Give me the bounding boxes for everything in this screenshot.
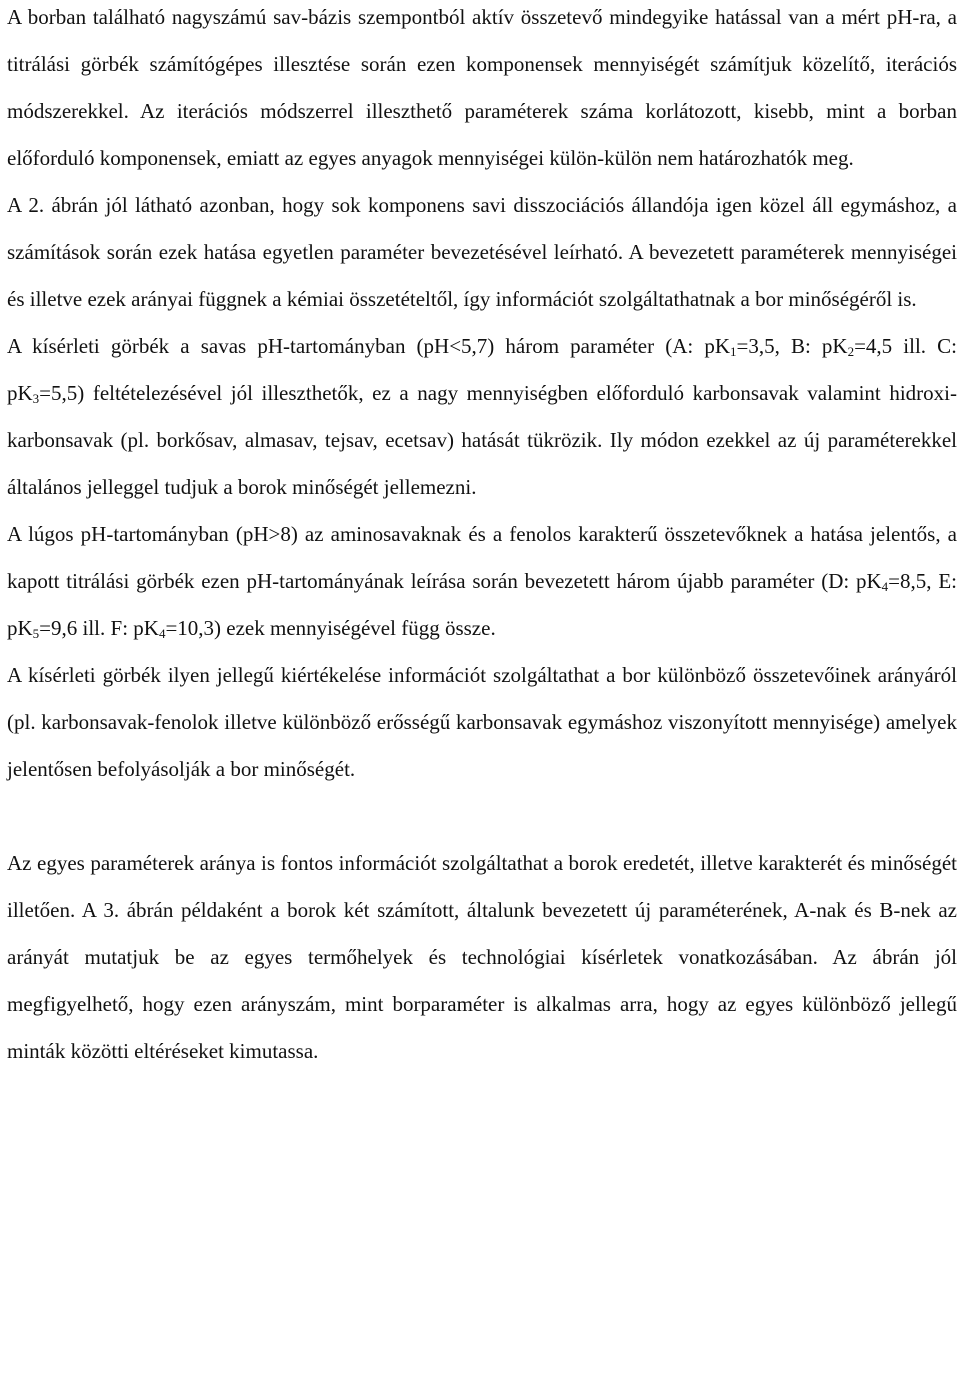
paragraph-4-text-c: =9,6 ill. F: pK (39, 616, 159, 640)
subscript-5: 5 (32, 626, 40, 641)
paragraph-2: A 2. ábrán jól látható azonban, hogy sok komponens savi disszociációs állandója igen közel áll egymáshoz, a számítások során ezek hatása egyetlen paraméter bevezetésével leírható. A bevezetett paraméterek mennyiségei és illetve ezek arányai függnek a kémiai összetételtől, így információt szolgáltathatnak a bor minőségéről is. (7, 193, 957, 311)
subscript-3: 3 (32, 391, 40, 406)
paragraph-4 (7, 511, 957, 652)
paragraph-3-text-a: A kísérleti görbék a savas pH-tartományban (pH<5,7) három paraméter (A: pK (7, 334, 730, 358)
paragraph-4-text-a: A lúgos pH-tartományban (pH>8) az aminosavaknak és a fenolos karakterű összetevőknek a hatása jelentős, a kapott titrálási görbék ezen pH-tartományának leírása során bevezetett három újabb paraméter (D: pK (7, 522, 957, 593)
paragraph-3-text-c: =4,5 ill. C: pK (7, 334, 957, 405)
subscript-2: 2 (847, 344, 855, 359)
paragraph-4-text-d: =10,3) ezek mennyiségével függ össze. (165, 616, 496, 640)
subscript-6: 4 (158, 626, 166, 641)
paragraph-3-text-d: =5,5) feltételezésével jól illeszthetők, ez a nagy mennyiségben előforduló karbonsavak valamint hidroxi-karbonsavak (pl. borkősav, almasav, tejsav, ecetsav) hatását tükrözik. Ily módon ezekkel az új paraméterekkel általános jelleggel tudjuk a borok minőségét jellemezni. (7, 381, 957, 499)
paragraph-5: A kísérleti görbék ilyen jellegű kiértékelése információt szolgáltathat a bor különböző összetevőinek arányáról (pl. karbonsavak-fenolok illetve különböző erősségű karbonsavak egymáshoz viszonyított mennyisége) amelyek jelentősen befolyásolják a bor minőségét. (7, 663, 957, 781)
paragraph-1: A borban található nagyszámú sav-bázis szempontból aktív összetevő mindegyike hatással van a mért pH-ra, a titrálási görbék számítógépes illesztése során ezen komponensek mennyiségét számítjuk közelítő, iterációs módszerekkel. Az iterációs módszerrel illeszthető paraméterek száma korlátozott, kisebb, mint a borban előforduló komponensek, emiatt az egyes anyagok mennyiségei külön-külön nem határozhatók meg. (7, 5, 957, 170)
paragraph-4-text-b: =8,5, E: pK (7, 569, 957, 640)
subscript-4: 4 (881, 579, 889, 594)
paragraph-6: Az egyes paraméterek aránya is fontos információt szolgáltathat a borok eredetét, illetve karakterét és minőségét illetően. A 3. ábrán példaként a borok két számított, általunk bevezetett új paraméterének, A-nak és B-nek az arányát mutatjuk be az egyes termőhelyek és technológiai kísérletek vonatkozásában. Az ábrán jól megfigyelhető, hogy ezen arányszám, mint borparaméter is alkalmas arra, hogy az egyes különböző jellegű minták közötti eltéréseket kimutassa. (7, 851, 957, 1063)
paragraph-spacer (7, 793, 957, 840)
subscript-1: 1 (730, 344, 737, 359)
paragraph-3-text-b: =3,5, B: pK (736, 334, 848, 358)
paragraph-3 (7, 323, 957, 511)
